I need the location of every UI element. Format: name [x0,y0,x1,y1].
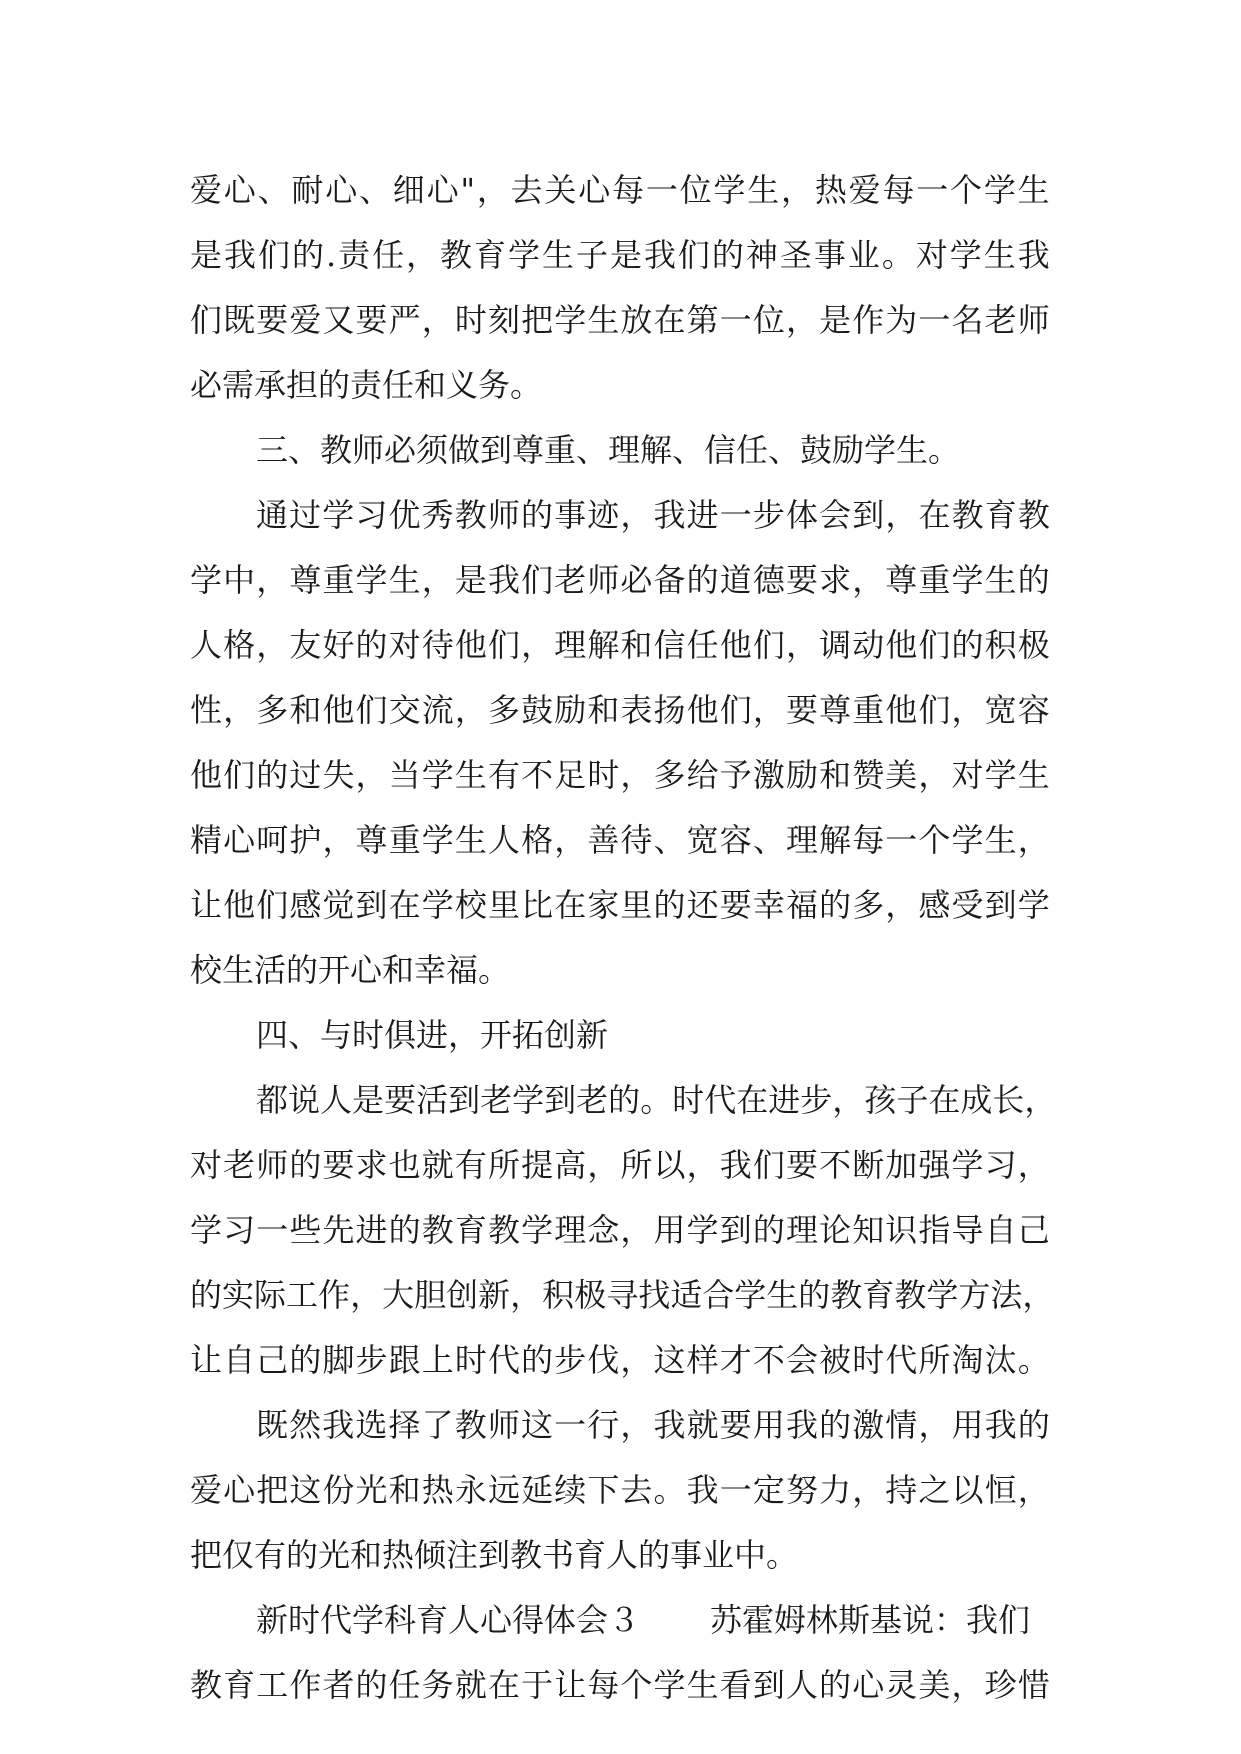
text-line: 学 习 一 些 先 进 的 教 育 教 学 理 念 ， 用 学 到 的 理 论 知 识 指 导 自 己 [190,1211,1050,1249]
text-line: 们 既 要 爱 又 要 严 ， 时 刻 把 学 生 放 在 第 一 位 ， 是 作 为 一 名 老 师 [190,301,1050,339]
section-heading: 三、教师必须做到尊重、理解、信任、鼓励学生。 [256,431,961,469]
text-line [190,1588,1050,1653]
text-line: 教 育 工 作 者 的 任 务 就 在 于 让 每 个 学 生 看 到 人 的 心 灵 美 ， 珍 惜 [190,1666,1050,1704]
text-line: 必需承担的责任和义务。 [190,366,543,404]
text-line: 是 我 们 的 . 责 任 ， 教 育 学 生 子 是 我 们 的 神 圣 事 业 。 对 学 生 我 [190,236,1050,274]
text-line: 让 他 们 感 觉 到 在 学 校 里 比 在 家 里 的 还 要 幸 福 的 多 ， 感 受 到 学 [190,886,1050,924]
text-line: 爱 心 、 耐 心 、 细 心 " ， 去 关 心 每 一 位 学 生 ， 热 爱 每 一 个 学 生 [190,171,1050,209]
text-line: 学 中 ， 尊 重 学 生 ， 是 我 们 老 师 必 备 的 道 德 要 求 ， 尊 重 学 生 的 [190,561,1050,599]
section-heading: 四、与时俱进，开拓创新 [256,1016,609,1054]
text-line: 把仅有的光和热倾注到教书育人的事业中。 [190,1536,799,1574]
text-line: 通 过 学 习 优 秀 教 师 的 事 迹 ， 我 进 一 步 体 会 到 ， 在 教 育 教 [256,496,1050,534]
text-line: 的 实 际 工 作 ， 大 胆 创 新 ， 积 极 寻 找 适 合 学 生 的 教 育 教 学 方 法 ， [190,1276,1055,1314]
text-line: 他 们 的 过 失 ， 当 学 生 有 不 足 时 ， 多 给 予 激 励 和 赞 美 ， 对 学 生 [190,756,1050,794]
text-line: 性 ， 多 和 他 们 交 流 ， 多 鼓 励 和 表 扬 他 们 ， 要 尊 重 他 们 ， 宽 容 [190,691,1050,729]
article-title: 新时代学科育人心得体会３ [256,1601,641,1639]
text-line: 精 心 呵 护 ， 尊 重 学 生 人 格 ， 善 待 、 宽 容 、 理 解 每 一 个 学 生 ， [190,821,1050,859]
text-fragment: 苏霍姆林斯基说：我们 [710,1601,1031,1639]
text-line: 人 格 ， 友 好 的 对 待 他 们 ， 理 解 和 信 任 他 们 ， 调 动 他 们 的 积 极 [190,626,1050,664]
text-line: 校生活的开心和幸福。 [190,951,511,989]
text-line: 既 然 我 选 择 了 教 师 这 一 行 ， 我 就 要 用 我 的 激 情 ， 用 我 的 [256,1406,1050,1444]
text-line: 对 老 师 的 要 求 也 就 有 所 提 高 ， 所 以 ， 我 们 要 不 断 加 强 学 习 ， [190,1146,1050,1184]
text-line: 让 自 己 的 脚 步 跟 上 时 代 的 步 伐 ， 这 样 才 不 会 被 时 代 所 淘 汰 。 [190,1341,1050,1379]
text-line: 爱 心 把 这 份 光 和 热 永 远 延 续 下 去 。 我 一 定 努 力 ， 持 之 以 恒 ， [190,1471,1050,1509]
document-body [190,158,1057,1718]
text-line: 都 说 人 是 要 活 到 老 学 到 老 的 。 时 代 在 进 步 ， 孩 子 在 成 长 ， [256,1081,1057,1119]
